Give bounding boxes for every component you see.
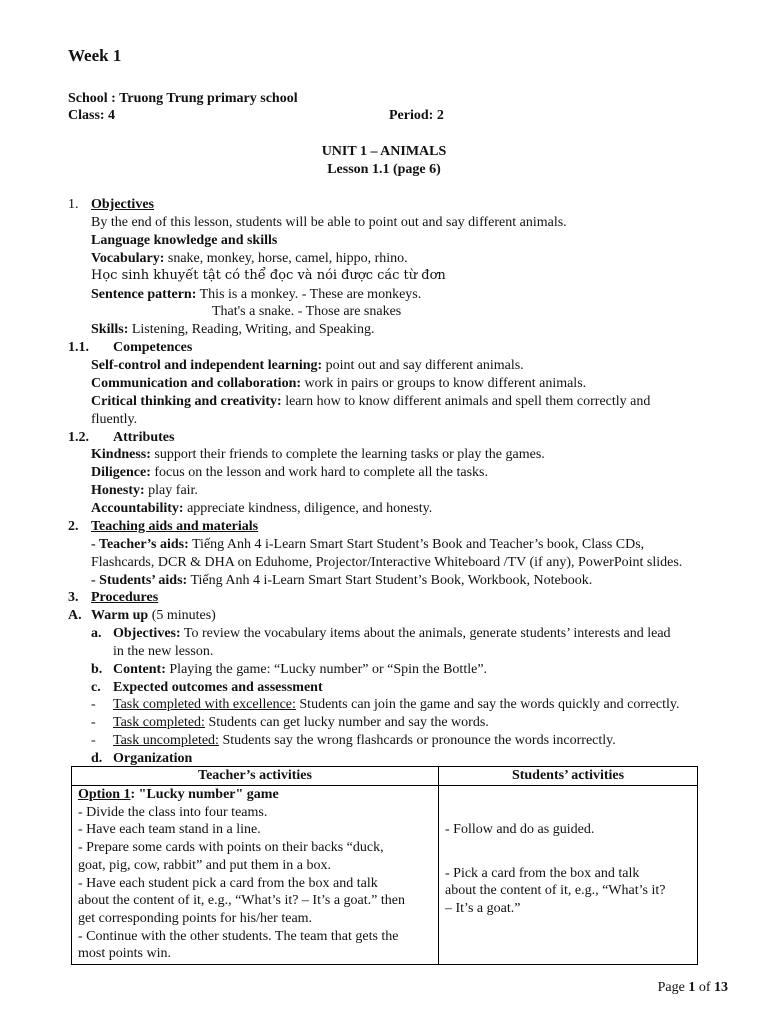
outcome-item <box>113 696 680 714</box>
attribute-label: Diligence: <box>91 465 151 480</box>
student-line: – It’s a goat.” <box>445 901 521 917</box>
outcome-item <box>113 732 616 750</box>
organization-table <box>71 766 698 965</box>
teacher-line: get corresponding points for his/her team. <box>78 910 313 926</box>
teacher-line: - Prepare some cards with points on their backs “duck, <box>78 840 384 856</box>
attribute-text: appreciate kindness, diligence, and honesty. <box>183 501 433 516</box>
teacher-activities-cell <box>72 786 439 965</box>
teacher-line: - Continue with the other students. The team that gets the <box>78 928 399 944</box>
page-number: 1 <box>688 980 696 995</box>
teacher-aids-line <box>91 536 644 554</box>
item-letter: d. <box>91 751 103 766</box>
item-letter: c. <box>91 680 101 695</box>
vocabulary-text: snake, monkey, horse, camel, hippo, rhino. <box>164 251 408 266</box>
competence-text: work in pairs or groups to know different animals. <box>301 376 587 391</box>
outcome-label: Task uncompleted: <box>113 733 219 748</box>
option-label: Option 1 <box>78 787 131 802</box>
warmup-content-label: Content: <box>113 662 166 677</box>
competences-heading: Competences <box>113 340 193 355</box>
warmup-content-text: Playing the game: “Lucky number” or “Spin the Bottle”. <box>165 662 488 677</box>
competence-text: point out and say different animals. <box>322 358 524 373</box>
attribute-label: Honesty: <box>91 483 145 498</box>
vocabulary-line <box>91 250 408 268</box>
teacher-line: about the content of it, e.g., “What’s it? – It’s a goat.” then <box>78 893 405 909</box>
section-number: 1. <box>68 197 79 212</box>
attribute-item <box>91 482 198 500</box>
students-activities-cell <box>439 786 698 965</box>
attribute-item <box>91 500 432 518</box>
teacher-aids-text: Tiếng Anh 4 i-Learn Smart Start Student’s Book and Teacher’s book, Class CDs, <box>188 537 645 552</box>
outcome-text: Students say the wrong flashcards or pronounce the words incorrectly. <box>218 733 616 748</box>
students-aids-text: Tiếng Anh 4 i-Learn Smart Start Student’s Book, Workbook, Notebook. <box>187 573 593 588</box>
skills-text: Listening, Reading, Writing, and Speaking. <box>128 322 375 337</box>
teacher-line: - Divide the class into four teams. <box>78 804 268 820</box>
student-line: - Follow and do as guided. <box>445 822 595 837</box>
warmup-objectives-text: To review the vocabulary items about the animals, generate students’ interests and lead <box>180 626 671 641</box>
skills-label: Skills: <box>91 322 129 337</box>
teaching-aids-heading: Teaching aids and materials <box>91 519 259 534</box>
sentence-pattern-line-2: That's a snake. - Those are snakes <box>212 304 402 319</box>
competence-label: Self-control and independent learning: <box>91 358 323 373</box>
warmup-time: (5 minutes) <box>148 608 216 623</box>
outcome-text: Students can join the game and say the words quickly and correctly. <box>295 697 680 712</box>
warmup-objectives <box>113 625 671 643</box>
competence-item <box>91 357 524 375</box>
objectives-intro: By the end of this lesson, students will be able to point out and say different animals. <box>91 215 567 230</box>
outcome-dash: - <box>91 733 96 748</box>
item-letter: b. <box>91 662 103 677</box>
sentence-pattern-label: Sentence pattern: <box>91 287 197 302</box>
outcome-label: Task completed: <box>113 715 205 730</box>
competence-wrap: fluently. <box>91 412 138 427</box>
skills-line <box>91 321 374 339</box>
lesson-title: Lesson 1.1 (page 6) <box>327 162 441 177</box>
outcome-dash: - <box>91 697 96 712</box>
outcome-text: Students can get lucky number and say the words. <box>204 715 489 730</box>
page-total: 13 <box>714 980 728 995</box>
section-number: 3. <box>68 590 79 605</box>
attribute-text: play fair. <box>144 483 198 498</box>
stage-letter: A. <box>68 608 82 623</box>
teacher-activities-header: Teacher’s activities <box>72 767 439 786</box>
vocabulary-label: Vocabulary: <box>91 251 165 266</box>
subsection-number: 1.1. <box>68 340 89 355</box>
teacher-line: - Have each team stand in a line. <box>78 822 261 838</box>
option-rest: : "Lucky number" game <box>130 787 279 802</box>
attribute-text: focus on the lesson and work hard to complete all the tasks. <box>150 465 488 480</box>
warmup-line <box>91 607 216 625</box>
teacher-aids-label: - Teacher’s aids: <box>91 537 189 552</box>
attribute-item <box>91 464 488 482</box>
competence-item <box>91 393 650 411</box>
objectives-heading: Objectives <box>91 197 154 212</box>
outcome-item <box>113 714 489 732</box>
student-line: - Pick a card from the box and talk <box>445 865 640 881</box>
week-heading: Week 1 <box>68 46 122 65</box>
teacher-line: - Have each student pick a card from the box and talk <box>78 875 378 891</box>
language-knowledge-heading: Language knowledge and skills <box>91 233 278 248</box>
warmup-heading: Warm up <box>91 608 149 623</box>
outcome-label: Task completed with excellence: <box>113 697 296 712</box>
student-line: about the content of it, e.g., “What’s it? <box>445 883 666 899</box>
students-aids-line <box>91 572 592 590</box>
expected-outcomes-heading: Expected outcomes and assessment <box>113 680 323 695</box>
period-line: Period: 2 <box>389 108 444 123</box>
item-letter: a. <box>91 626 102 641</box>
table-row <box>72 786 698 965</box>
page-footer <box>658 979 728 997</box>
subsection-number: 1.2. <box>68 430 89 445</box>
students-aids-label: - Students’ aids: <box>91 573 188 588</box>
competence-label: Communication and collaboration: <box>91 376 302 391</box>
teacher-line: most points win. <box>78 946 171 962</box>
attribute-label: Kindness: <box>91 447 151 462</box>
vietnamese-line: Học sinh khuyết tật có thể đọc và nói được các từ đơn <box>91 268 446 283</box>
page-word: Page <box>657 980 689 995</box>
attribute-text: support their friends to complete the learning tasks or play the games. <box>150 447 545 462</box>
students-activities-header: Students’ activities <box>439 767 698 786</box>
sentence-pattern-line <box>91 286 421 304</box>
attribute-item <box>91 446 545 464</box>
unit-title: UNIT 1 – ANIMALS <box>321 144 447 159</box>
attribute-label: Accountability: <box>91 501 184 516</box>
warmup-content <box>113 661 487 679</box>
teacher-line: goat, pig, cow, rabbit” and put them in a box. <box>78 857 331 873</box>
section-number: 2. <box>68 519 79 534</box>
outcome-dash: - <box>91 715 96 730</box>
table-header-row <box>72 767 698 786</box>
class-line: Class: 4 <box>68 108 116 123</box>
sentence-pattern-text: This is a monkey. - These are monkeys. <box>196 287 422 302</box>
competence-item <box>91 375 586 393</box>
competence-text: learn how to know different animals and spell them correctly and <box>281 394 651 409</box>
warmup-objectives-label: Objectives: <box>113 626 181 641</box>
of-word: of <box>695 980 714 995</box>
teacher-aids-wrap: Flashcards, DCR & DHA on Eduhome, Projector/Interactive Whiteboard /TV (if any), PowerPoint slides. <box>91 555 683 570</box>
organization-heading: Organization <box>113 751 193 766</box>
competence-label: Critical thinking and creativity: <box>91 394 282 409</box>
attributes-heading: Attributes <box>113 430 175 445</box>
procedures-heading: Procedures <box>91 590 159 605</box>
school-line: School : Truong Trung primary school <box>68 91 298 106</box>
option-title <box>78 786 432 804</box>
warmup-objectives-wrap: in the new lesson. <box>113 644 214 659</box>
